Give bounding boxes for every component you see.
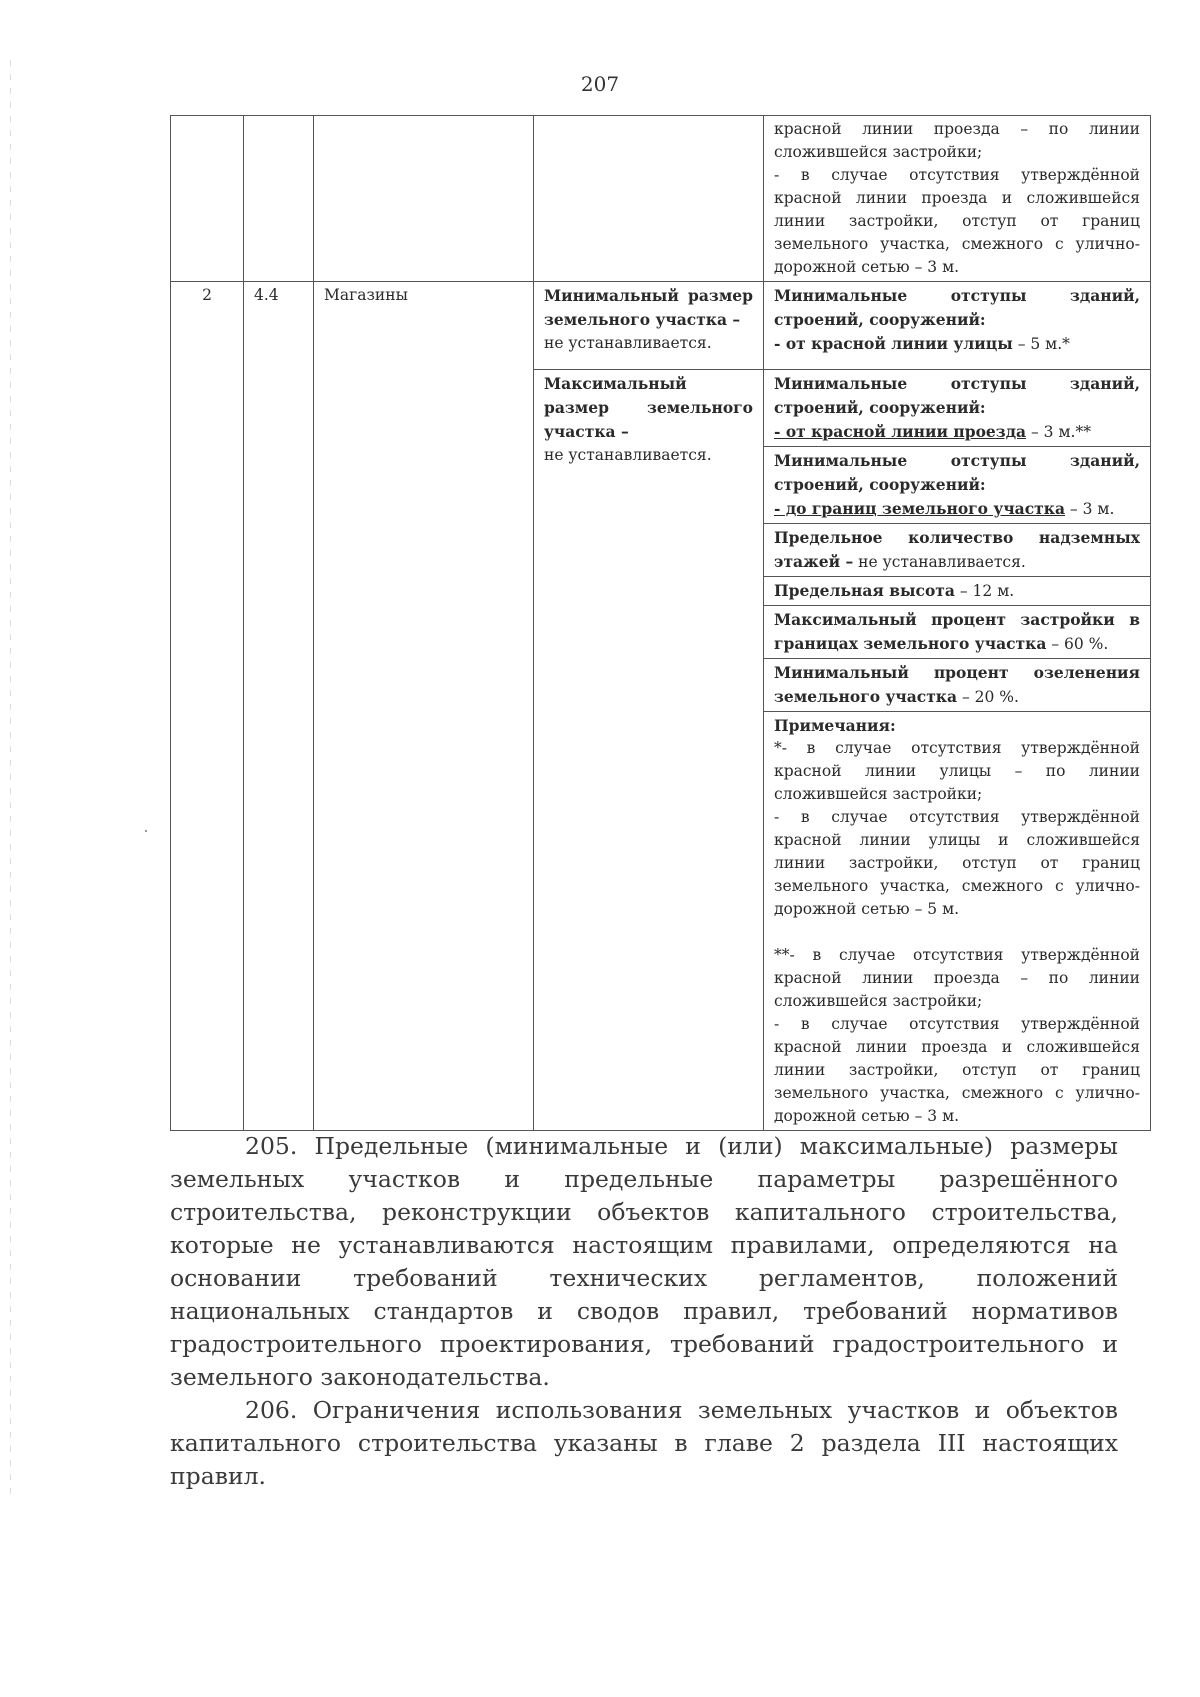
indent-passage-sub: - от красной линии проезда — [774, 421, 1027, 441]
indent-street-sub: - от красной линии улицы — [774, 334, 1013, 353]
indent-plot-block — [764, 446, 1150, 523]
build-pct-label: Максимальный процент застройки в границах земельного участка — [774, 609, 1140, 653]
cell-activity-name: Магазины — [314, 282, 534, 1131]
floors-block — [764, 523, 1150, 576]
indent-street-block — [764, 282, 1150, 369]
zoning-table — [170, 115, 1151, 1131]
cell-activity-code: 4.4 — [244, 282, 314, 1131]
floors-label: Предельное количество надземных этажей – — [774, 527, 1140, 571]
height-label: Предельная высота — [774, 580, 955, 600]
min-size-block — [534, 282, 763, 369]
indent-street-value: – 5 м.* — [1012, 335, 1070, 353]
cell-empty-name — [314, 116, 534, 282]
max-size-block — [534, 369, 763, 1130]
plot-size-subtable — [534, 282, 763, 1130]
indent-plot-sub: - до границ земельного участка — [774, 498, 1065, 518]
min-size-value: не устанавливается. — [544, 334, 712, 352]
parameters-subtable — [764, 282, 1150, 1130]
paragraph-205: 205. Предельные (минимальные и (или) максимальные) размеры земельных участков и предельные параметры разрешённого строительства, реконструкции объектов капитального строительства, которые не устанавливаются настоящим правилами, определяются на основании требований технических регламентов, положений национальных стандартов и сводов правил, требований нормативов градостроительного проектирования, требований градостроительного и земельного законодательства. — [170, 1132, 1118, 1391]
cell-row-number: 2 — [171, 282, 244, 1131]
green-pct-label: Минимальный процент озеленения земельного участка — [774, 662, 1140, 706]
indent-plot-value: – 3 м. — [1065, 499, 1115, 518]
min-size-title: Минимальный размер земельного участка – — [544, 286, 753, 329]
cell-parameters — [764, 282, 1151, 1131]
green-pct-block — [764, 658, 1150, 711]
indent-passage-title: Минимальные отступы зданий, строений, сооружений: — [774, 373, 1140, 417]
note2-line-1: **- в случае отсутствия утверждённой красной линии проезда – по линии сложившейся застройки; — [774, 945, 1140, 1010]
cell-continued-note — [764, 116, 1151, 282]
indent-passage-value: – 3 м.** — [1026, 422, 1091, 441]
notes-block — [764, 711, 1150, 1130]
page-number: 207 — [580, 72, 620, 96]
build-pct-block — [764, 605, 1150, 658]
note1-line-2: - в случае отсутствия утверждённой красной линии улицы и сложившейся линии застройки, отступ от границ земельного участка, смежного с улично-дорожной сетью – 5 м. — [774, 807, 1140, 918]
cell-empty-size — [534, 116, 764, 282]
table-row-shops — [171, 282, 1151, 1131]
floors-value: не устанавливается. — [853, 552, 1026, 571]
scan-speck — [145, 830, 147, 832]
build-pct-value: – 60 %. — [1046, 634, 1109, 653]
table-row-continued — [171, 116, 1151, 282]
continued-line-2: - в случае отсутствия утверждённой красной линии проезда и сложившейся линии застройки, отступ от границ земельного участка, смежного с улично-дорожной сетью – 3 м. — [774, 166, 1140, 276]
paragraph-206: 206. Ограничения использования земельных участков и объектов капитального строительства указаны в главе 2 раздела III настоящих правил. — [170, 1396, 1118, 1490]
green-pct-value: – 20 %. — [957, 687, 1019, 706]
notes-spacer — [774, 921, 1140, 944]
height-block — [764, 576, 1150, 605]
note1-line-1: *- в случае отсутствия утверждённой красной линии улицы – по линии сложившейся застройки; — [774, 738, 1140, 803]
indent-street-title: Минимальные отступы зданий, строений, сооружений: — [774, 286, 1140, 329]
scan-edge-mark — [10, 60, 11, 1500]
cell-plot-size — [534, 282, 764, 1131]
max-size-value: не устанавливается. — [544, 445, 712, 464]
body-text — [170, 1130, 1118, 1493]
note2-line-2: - в случае отсутствия утверждённой красной линии проезда и сложившейся линии застройки, отступ от границ земельного участка, смежного с улично-дорожной сетью – 3 м. — [774, 1014, 1140, 1125]
cell-empty-num — [171, 116, 244, 282]
cell-empty-code — [244, 116, 314, 282]
max-size-title: Максимальный размер земельного участка – — [544, 373, 753, 441]
notes-title: Примечания: — [774, 715, 896, 735]
indent-plot-title: Минимальные отступы зданий, строений, сооружений: — [774, 450, 1140, 494]
continued-line-1: красной линии проезда – по линии сложившейся застройки; — [774, 120, 1140, 161]
indent-passage-block — [764, 369, 1150, 446]
height-value: – 12 м. — [954, 581, 1015, 600]
